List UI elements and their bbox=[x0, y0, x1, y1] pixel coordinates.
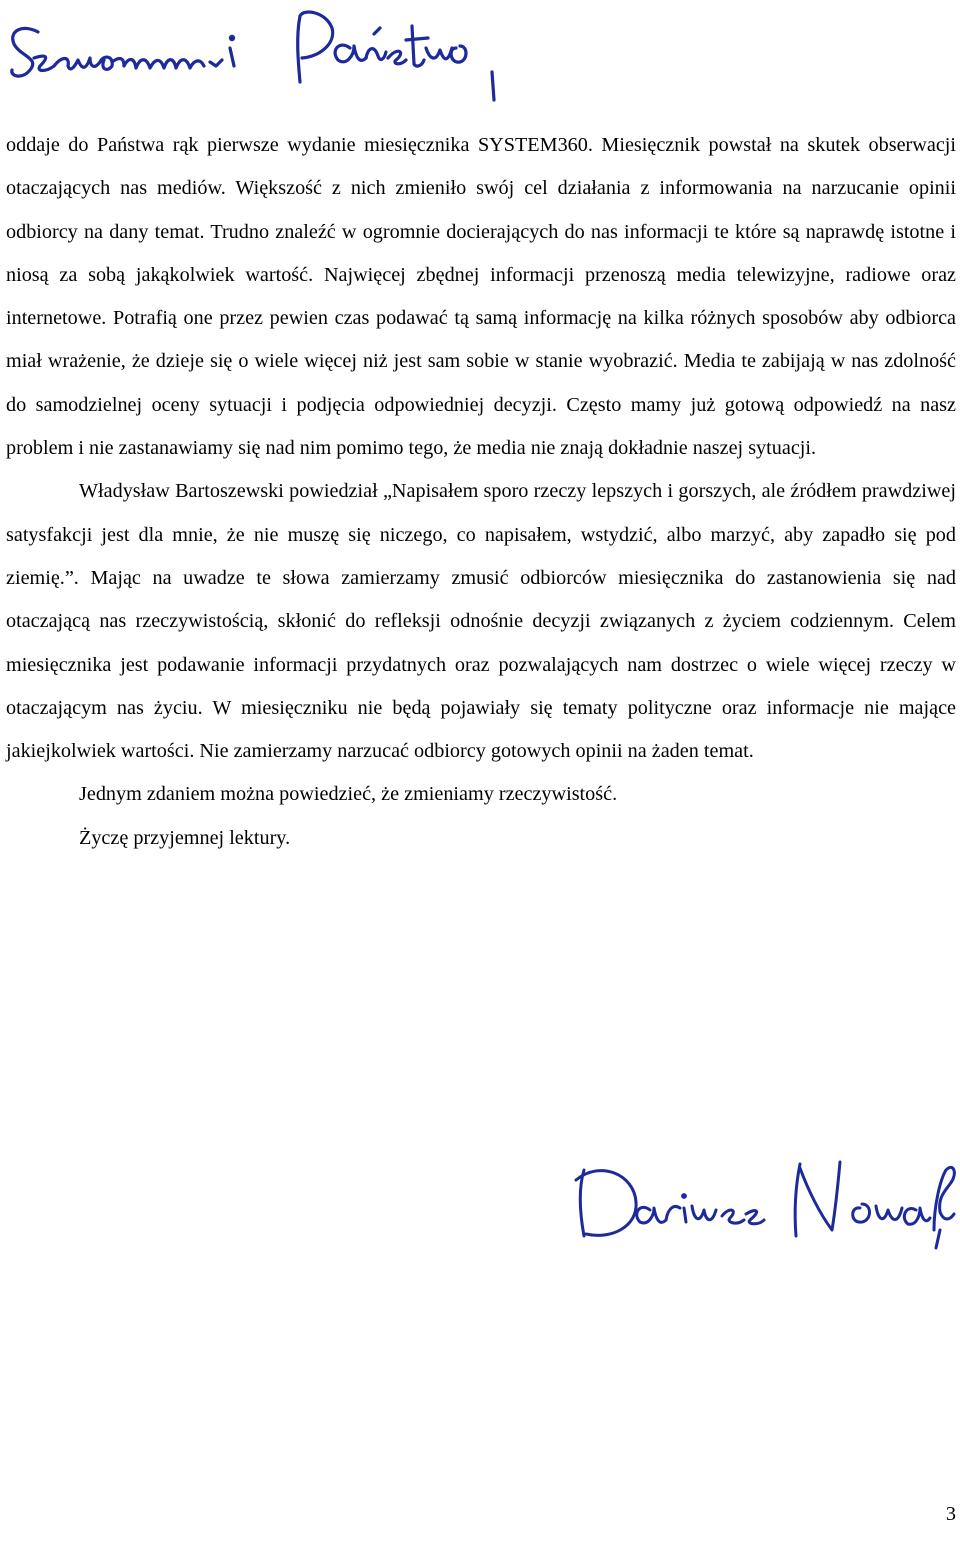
page-number: 3 bbox=[945, 1503, 956, 1525]
paragraph-summary: Jednym zdaniem można powiedzieć, że zmieniamy rzeczywistość. bbox=[79, 783, 618, 806]
paragraph-quote: Władysław Bartoszewski powiedział „Napisałem sporo rzeczy lepszych i gorszych, ale źródłem prawdziwej satysfakcji jest dla mnie, że nie muszę się niczego, co napisałem, wstydzić, albo marzyć, aby zapadło się pod ziemię.”. Mając na uwadze te słowa zamierzamy zmusić odbiorców miesięcznika do zastanowienia się nad otaczającą nas rzeczywistością, skłonić do refleksji odnośnie decyzji związanych z życiem codziennym. Celem miesięcznika jest podawanie informacji przydatnych oraz pozwalających nam dostrzec o wiele więcej rzeczy w otaczającym nas życiu. W miesięczniku nie będą pojawiały się tematy polityczne oraz informacje nie mające jakiejkolwiek wartości. Nie zamierzamy narzucać odbiorcy gotowych opinii na żaden temat. bbox=[6, 480, 956, 763]
paragraph-closing: Życzę przyjemnej lektury. bbox=[79, 826, 291, 849]
author-signature-text: Dariusz Nowak bbox=[570, 1150, 577, 1151]
greeting-text: Szanowni Państwo, bbox=[4, 0, 12, 1]
paragraph-intro: oddaje do Państwa rąk pierwsze wydanie miesięcznika SYSTEM360. Miesięcznik powstał na skutek obserwacji otaczających nas mediów. Większość z nich zmieniło swój cel działania z informowania na narzucanie opinii odbiorcy na dany temat. Trudno znaleźć w ogromnie docierających do nas informacji te które są naprawdę istotne i niosą za sobą jakąkolwiek wartość. Najwięcej zbędnej informacji przenoszą media telewizyjne, radiowe oraz internetowe. Potrafią one przez pewien czas podawać tą samą informację na kilka różnych sposobów aby odbiorca miał wrażenie, że dzieje się o wiele więcej niż jest sam sobie w stanie wyobrazić. Media te zabijają w nas zdolność do samodzielnej oceny sytuacji i podjęcia odpowiedniej decyzji. Często mamy już gotową odpowiedź na nasz problem i nie zastanawiamy się nad nim pomimo tego, że media nie znają dokładnie naszej sytuacji. bbox=[6, 134, 956, 460]
letter-body bbox=[6, 124, 956, 860]
author-signature bbox=[570, 1150, 960, 1260]
greeting-handwriting bbox=[4, 0, 504, 110]
